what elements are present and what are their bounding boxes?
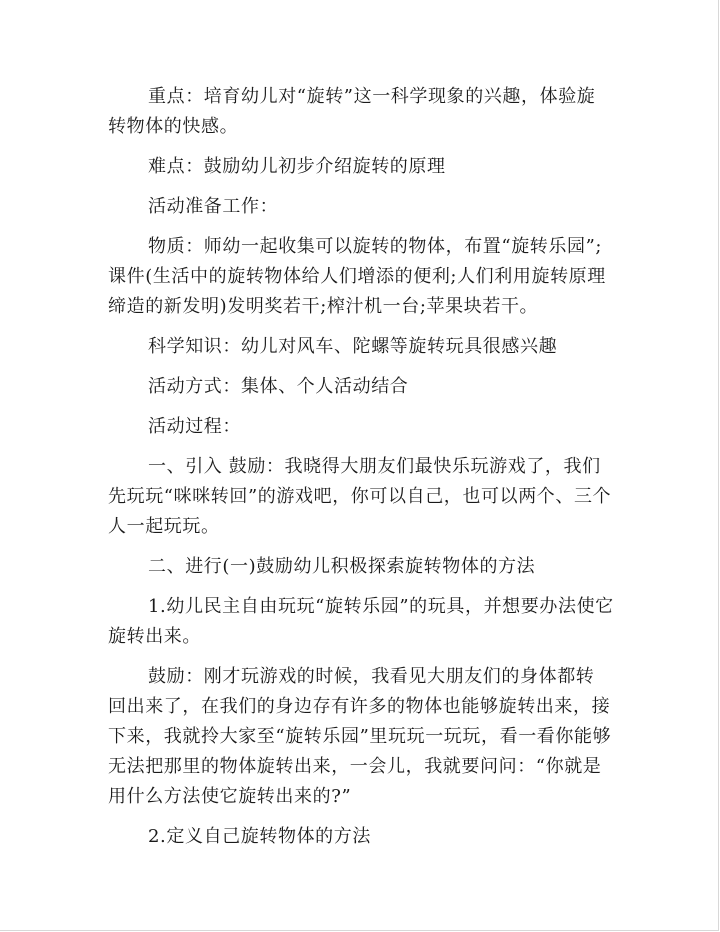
paragraph-line: 一、引入 鼓励：我晓得大朋友们最快乐玩游戏了，我们 [148, 456, 601, 477]
paragraph-line: 1.幼儿民主自由玩玩“旋转乐园”的玩具，并想要办法使它 [148, 596, 614, 617]
paragraph-line: 活动准备工作： [148, 196, 279, 217]
paragraph-process-heading [108, 412, 628, 442]
paragraph-line: 缔造的新发明)发明奖若干;榨汁机一台;苹果块若干。 [108, 296, 539, 317]
paragraph-materials [108, 232, 628, 322]
paragraph-line: 物质：师幼一起收集可以旋转的物体，布置“旋转乐园”; [148, 236, 603, 257]
paragraph-focus [108, 82, 628, 142]
paragraph-preparation-heading [108, 192, 628, 222]
paragraph-line: 课件(生活中的旋转物体给人们增添的便利;人们利用旋转原理 [108, 266, 606, 287]
paragraph-introduction [108, 452, 628, 542]
paragraph-line: 鼓励：刚才玩游戏的时候，我看见大朋友们的身体都转 [148, 666, 595, 687]
paragraph-section-two [108, 552, 628, 582]
paragraph-line: 回出来了，在我们的身边存有许多的物体也能够旋转出来，接 [108, 696, 611, 717]
paragraph-activity-mode [108, 372, 628, 402]
paragraph-line: 重点：培育幼儿对“旋转”这一科学现象的兴趣，体验旋 [148, 86, 596, 107]
paragraph-line: 活动过程： [148, 416, 241, 437]
paragraph-line: 难点：鼓励幼儿初步介绍旋转的原理 [148, 156, 446, 177]
paragraph-step-one [108, 592, 628, 652]
paragraph-line: 二、进行(一)鼓励幼儿积极探索旋转物体的方法 [148, 556, 536, 577]
paragraph-line: 用什么方法使它旋转出来的?” [108, 786, 352, 807]
paragraph-line: 先玩玩“咪咪转回”的游戏吧，你可以自己，也可以两个、三个 [108, 486, 612, 507]
paragraph-line: 无法把那里的物体旋转出来，一会儿，我就要问问：“你就是 [108, 756, 602, 777]
paragraph-line: 转物体的快感。 [108, 116, 239, 137]
paragraph-science-knowledge [108, 332, 628, 362]
paragraph-line: 人一起玩玩。 [108, 516, 220, 537]
paragraph-line: 2.定义自己旋转物体的方法 [148, 826, 371, 847]
paragraph-step-two [108, 822, 628, 852]
document-body [108, 82, 628, 862]
paragraph-encouragement [108, 662, 628, 812]
paragraph-line: 旋转出来。 [108, 626, 201, 647]
paragraph-line: 科学知识：幼儿对风车、陀螺等旋转玩具很感兴趣 [148, 336, 558, 357]
paragraph-line: 活动方式：集体、个人活动结合 [148, 376, 409, 397]
paragraph-difficulty [108, 152, 628, 182]
paragraph-line: 下来，我就拎大家至“旋转乐园”里玩玩一玩玩，看一看你能够 [108, 726, 612, 747]
